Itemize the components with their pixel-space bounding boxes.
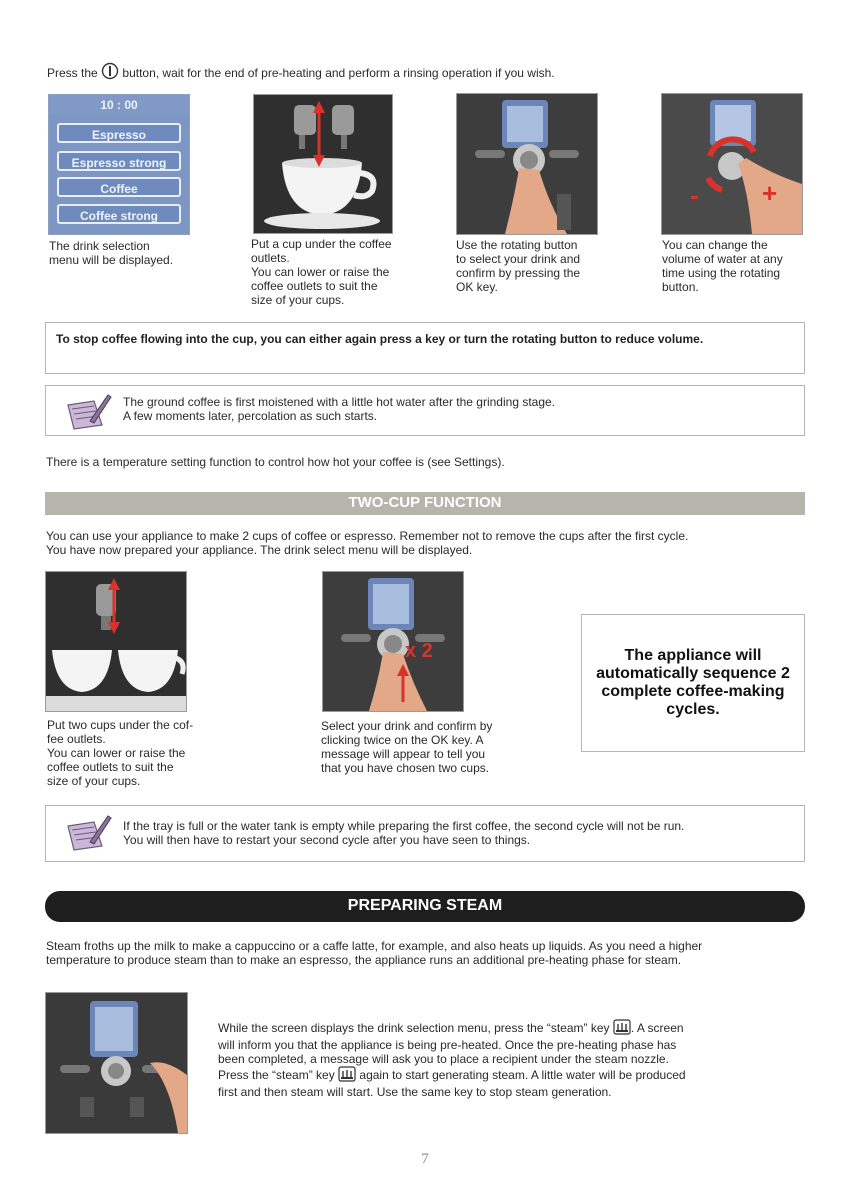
note-pen-icon [64,812,112,859]
volume-minus-mark: - [690,180,699,210]
menu-item-coffee-strong: Coffee strong [57,204,181,224]
page-number: 7 [421,1151,429,1167]
two-cycles-callout [581,614,805,752]
menu-item-coffee: Coffee [57,177,181,197]
double-press-photo [322,571,464,712]
caption-drink-menu: The drink selection menu will be displayed. [49,239,174,267]
steam-paragraph: While the screen displays the drink selection menu, press the “steam” key . A screen will inform you that the appliance is being pre-heated. Once the pre-heating phase has been completed, a message will ask you to place a recipient under the steam nozzle. Press the “steam” key again to start generating steam. A little water will be produced first and then steam will start. Use the same key to stop steam generation. [218,1021,686,1099]
note-text-1: The ground coffee is first moistened with a little hot water after the grinding stage. A few moments later, percolation as such starts. [123,395,556,423]
note-box-1 [45,385,805,436]
preparing-steam-heading: PREPARING STEAM [45,891,805,922]
cup-under-outlets-photo [253,94,393,234]
caption-rotating-button: Use the rotating button to select your drink and confirm by pressing the OK key. [456,238,581,294]
note-pen-icon [64,391,112,438]
note-box-2 [45,805,805,862]
x2-label: x 2 [405,640,433,662]
caption-cup-outlets: Put a cup under the coffee outlets. You can lower or raise the coffee outlets to suit the size of your cups. [251,237,392,307]
temperature-text: There is a temperature setting function to control how hot your coffee is (see Settings). [46,455,505,469]
volume-plus-mark: + [762,178,778,208]
menu-item-espresso-strong: Espresso strong [57,151,181,171]
two-cycles-callout-text: The appliance will automatically sequence 2 complete coffee-making cycles. [596,647,790,718]
steam-key-photo [45,992,188,1134]
two-cup-heading: TWO-CUP FUNCTION [45,492,805,515]
intro-text: Press the button, wait for the end of pre-heating and perform a rinsing operation if you wish. [47,62,555,83]
steam-key-icon [613,1019,631,1038]
note-text-2: If the tray is full or the water tank is empty while preparing the first coffee, the second cycle will not be run. You will then have to restart your second cycle after you have seen to things. [123,819,685,847]
caption-two-cups: Put two cups under the cof- fee outlets. You can lower or raise the coffee outlets to suit the size of your cups. [47,718,194,788]
steam-key-icon [338,1066,356,1085]
power-icon [101,62,119,83]
caption-double-press: Select your drink and confirm by clicking twice on the OK key. A message will appear to tell you that you have chosen two cups. [321,719,493,775]
volume-change-photo [661,93,803,235]
menu-item-espresso: Espresso [57,123,181,143]
two-cups-photo [45,571,187,712]
caption-volume: You can change the volume of water at any time using the rotating button. [662,238,783,294]
drink-menu-screen [48,94,190,235]
screen-time: 10 : 00 [49,95,189,115]
two-cup-intro: You can use your appliance to make 2 cups of coffee or espresso. Remember not to remove the cups after the first cycle. You have now prepared your appliance. The drink select menu will be displayed. [46,529,689,557]
stop-coffee-box [45,322,805,374]
stop-coffee-text: To stop coffee flowing into the cup, you can either again press a key or turn the rotating button to reduce volume. [56,332,704,346]
steam-intro: Steam froths up the milk to make a cappuccino or a caffe latte, for example, and also heats up liquids. As you need a higher temperature to produce steam than to make an espresso, the appliance runs an additional pre-heating phase for steam. [46,939,703,967]
rotating-button-photo [456,93,598,235]
